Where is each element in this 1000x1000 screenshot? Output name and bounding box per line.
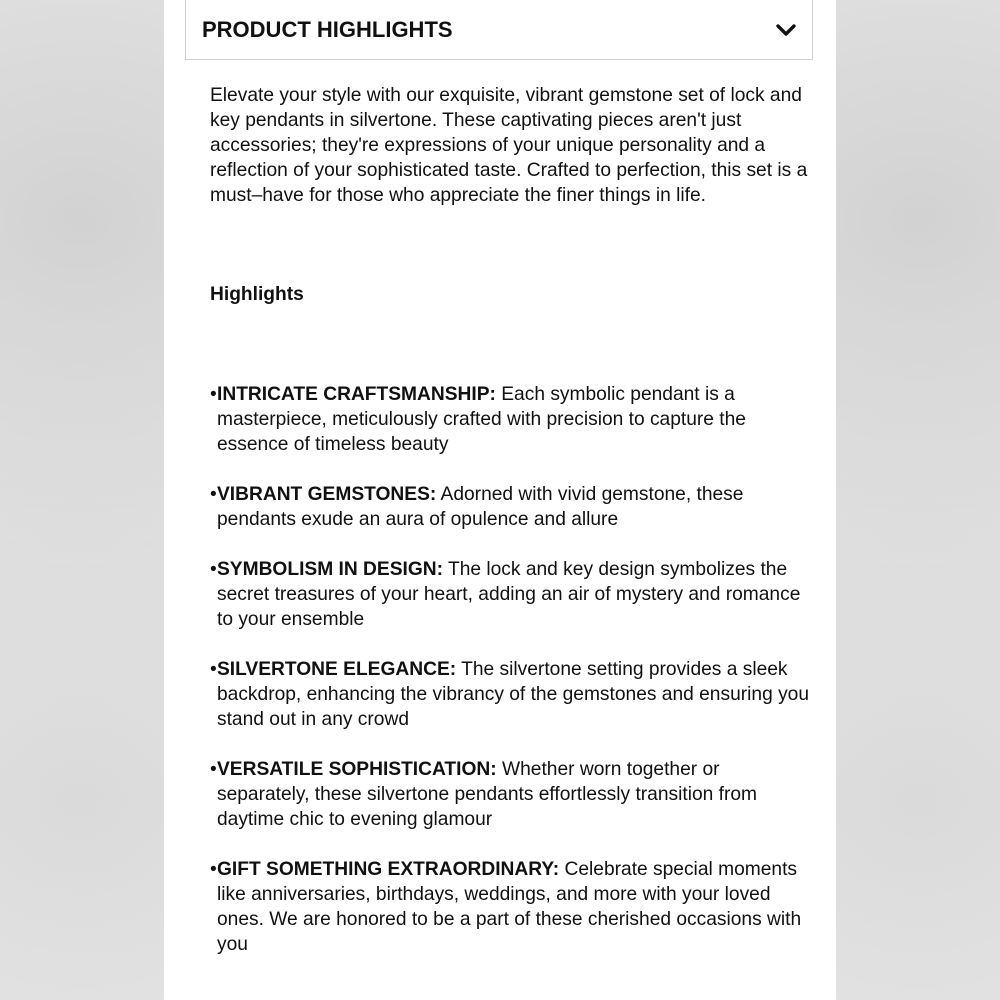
highlight-title: GIFT SOMETHING EXTRAORDINARY: xyxy=(217,859,560,880)
highlight-item-silvertone xyxy=(210,657,810,732)
product-highlights-accordion-toggle[interactable] xyxy=(185,0,813,60)
bullet: • xyxy=(210,859,217,880)
accordion-title: PRODUCT HIGHLIGHTS xyxy=(202,16,453,42)
bullet: • xyxy=(210,484,217,505)
highlight-item-gift xyxy=(210,857,810,957)
product-highlights-panel xyxy=(164,0,836,1000)
highlight-item-symbolism xyxy=(210,557,810,632)
highlight-text: Celebrate special moments like anniversaries, birthdays, weddings, and more with your loved ones. We are honored to be a part of these cherished occasions with you xyxy=(217,859,802,955)
highlight-item-craftsmanship xyxy=(210,382,810,457)
bullet: • xyxy=(210,559,217,580)
highlight-text: Each symbolic pendant is a masterpiece, meticulously crafted with precision to capture the essence of timeless beauty xyxy=(217,384,746,455)
highlights-heading: Highlights xyxy=(210,284,304,305)
highlight-title: INTRICATE CRAFTSMANSHIP: xyxy=(217,384,496,405)
bullet: • xyxy=(210,659,217,680)
highlight-title: VERSATILE SOPHISTICATION: xyxy=(217,759,497,780)
bullet: • xyxy=(210,759,217,780)
product-description: Elevate your style with our exquisite, vibrant gemstone set of lock and key pendants in silvertone. These captivating pieces aren't just accessories; they're expressions of your unique personality and a reflection of your sophisticated taste. Crafted to perfection, this set is a must–have for those who appreciate the finer things in life. xyxy=(210,85,808,206)
highlight-text: The lock and key design symbolizes the secret treasures of your heart, adding an air of mystery and romance to your ensemble xyxy=(217,559,801,630)
bullet: • xyxy=(210,384,217,405)
highlight-item-versatile xyxy=(210,757,810,832)
highlight-title: VIBRANT GEMSTONES: xyxy=(217,484,437,505)
highlight-text: Adorned with vivid gemstone, these pendants exude an aura of opulence and allure xyxy=(217,484,744,530)
highlight-title: SILVERTONE ELEGANCE: xyxy=(217,659,457,680)
highlight-text: The silvertone setting provides a sleek backdrop, enhancing the vibrancy of the gemstones and ensuring you stand out in any crowd xyxy=(217,659,810,730)
chevron-down-icon[interactable] xyxy=(774,18,798,42)
highlight-item-gemstones xyxy=(210,482,810,532)
accordion-content xyxy=(210,83,810,982)
highlights-list xyxy=(210,382,810,957)
highlight-title: SYMBOLISM IN DESIGN: xyxy=(217,559,443,580)
highlight-text: Whether worn together or separately, these silvertone pendants effortlessly transition from daytime chic to evening glamour xyxy=(217,759,758,830)
